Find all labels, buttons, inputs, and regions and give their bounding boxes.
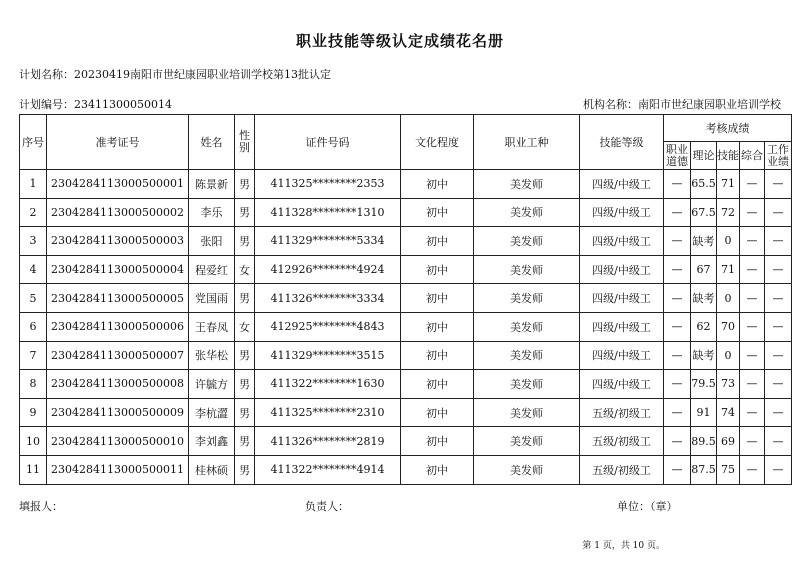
cell-name: 张华松 xyxy=(189,341,235,370)
cell-skill: 72 xyxy=(717,198,740,227)
header-work: 工作业绩 xyxy=(765,142,792,170)
cell-seq: 1 xyxy=(20,170,47,199)
cell-work: — xyxy=(765,341,792,370)
cell-name: 党国雨 xyxy=(189,284,235,313)
cell-level: 四级/中级工 xyxy=(580,198,664,227)
cell-ethics: — xyxy=(664,398,691,427)
cell-id-no: 411329********3515 xyxy=(255,341,401,370)
cell-name: 王春凤 xyxy=(189,312,235,341)
cell-skill: 0 xyxy=(717,227,740,256)
cell-exam-no: 2304284113000500005 xyxy=(47,284,189,313)
table-row xyxy=(20,370,792,399)
cell-education: 初中 xyxy=(401,170,474,199)
cell-level: 四级/中级工 xyxy=(580,227,664,256)
cell-skill: 70 xyxy=(717,312,740,341)
cell-skill: 71 xyxy=(717,255,740,284)
cell-skill: 75 xyxy=(717,455,740,484)
header-education: 文化程度 xyxy=(401,115,474,170)
cell-occupation: 美发师 xyxy=(474,170,580,199)
cell-theory: 缺考 xyxy=(691,284,717,313)
cell-occupation: 美发师 xyxy=(474,370,580,399)
cell-skill: 73 xyxy=(717,370,740,399)
cell-name: 程爱红 xyxy=(189,255,235,284)
cell-name: 陈景新 xyxy=(189,170,235,199)
cell-work: — xyxy=(765,284,792,313)
table-row xyxy=(20,398,792,427)
cell-id-no: 411325********2353 xyxy=(255,170,401,199)
cell-level: 五级/初级工 xyxy=(580,427,664,456)
cell-skill: 71 xyxy=(717,170,740,199)
cell-theory: 87.5 xyxy=(691,455,717,484)
scores-table xyxy=(19,114,792,485)
cell-seq: 2 xyxy=(20,198,47,227)
responsible-label: 负责人： xyxy=(305,500,349,513)
cell-theory: 79.5 xyxy=(691,370,717,399)
cell-exam-no: 2304284113000500003 xyxy=(47,227,189,256)
filler-label: 填报人： xyxy=(19,500,63,513)
cell-education: 初中 xyxy=(401,312,474,341)
unit-label: 单位：（章） xyxy=(617,500,678,513)
cell-occupation: 美发师 xyxy=(474,427,580,456)
cell-overall: — xyxy=(740,455,765,484)
cell-id-no: 412925********4843 xyxy=(255,312,401,341)
cell-work: — xyxy=(765,370,792,399)
cell-exam-no: 2304284113000500008 xyxy=(47,370,189,399)
cell-exam-no: 2304284113000500006 xyxy=(47,312,189,341)
cell-level: 四级/中级工 xyxy=(580,341,664,370)
cell-theory: 67.5 xyxy=(691,198,717,227)
cell-id-no: 411326********3334 xyxy=(255,284,401,313)
cell-occupation: 美发师 xyxy=(474,198,580,227)
table-row xyxy=(20,198,792,227)
cell-skill: 74 xyxy=(717,398,740,427)
cell-work: — xyxy=(765,455,792,484)
cell-name: 李杭澀 xyxy=(189,398,235,427)
cell-theory: 缺考 xyxy=(691,227,717,256)
cell-gender: 男 xyxy=(235,284,255,313)
cell-name: 李刘鑫 xyxy=(189,427,235,456)
cell-skill: 0 xyxy=(717,341,740,370)
cell-ethics: — xyxy=(664,427,691,456)
cell-gender: 男 xyxy=(235,427,255,456)
document-title: 职业技能等级认定成绩花名册 xyxy=(295,32,504,50)
cell-education: 初中 xyxy=(401,341,474,370)
cell-name: 许毓方 xyxy=(189,370,235,399)
cell-id-no: 411322********4914 xyxy=(255,455,401,484)
table-row xyxy=(20,170,792,199)
cell-occupation: 美发师 xyxy=(474,312,580,341)
header-seq: 序号 xyxy=(20,115,47,170)
cell-seq: 8 xyxy=(20,370,47,399)
page-info: 第 1 页，共 10 页。 xyxy=(582,541,665,551)
cell-theory: 62 xyxy=(691,312,717,341)
cell-level: 四级/中级工 xyxy=(580,255,664,284)
cell-overall: — xyxy=(740,227,765,256)
cell-education: 初中 xyxy=(401,398,474,427)
cell-seq: 11 xyxy=(20,455,47,484)
cell-occupation: 美发师 xyxy=(474,227,580,256)
cell-gender: 男 xyxy=(235,455,255,484)
cell-work: — xyxy=(765,255,792,284)
cell-level: 四级/中级工 xyxy=(580,170,664,199)
table-row xyxy=(20,284,792,313)
cell-ethics: — xyxy=(664,284,691,313)
cell-skill: 69 xyxy=(717,427,740,456)
cell-gender: 男 xyxy=(235,341,255,370)
cell-theory: 67 xyxy=(691,255,717,284)
cell-exam-no: 2304284113000500009 xyxy=(47,398,189,427)
table-row xyxy=(20,427,792,456)
cell-overall: — xyxy=(740,198,765,227)
header-name: 姓名 xyxy=(189,115,235,170)
cell-overall: — xyxy=(740,341,765,370)
table-row xyxy=(20,312,792,341)
cell-work: — xyxy=(765,312,792,341)
cell-education: 初中 xyxy=(401,455,474,484)
header-id-no: 证件号码 xyxy=(255,115,401,170)
cell-occupation: 美发师 xyxy=(474,455,580,484)
plan-name: 计划名称：20230419南阳市世纪康园职业培训学校第13批认定 xyxy=(19,68,331,81)
cell-gender: 男 xyxy=(235,398,255,427)
cell-name: 李乐 xyxy=(189,198,235,227)
cell-id-no: 411325********2310 xyxy=(255,398,401,427)
cell-id-no: 411328********1310 xyxy=(255,198,401,227)
cell-name: 张阳 xyxy=(189,227,235,256)
cell-gender: 女 xyxy=(235,255,255,284)
cell-theory: 缺考 xyxy=(691,341,717,370)
table-row xyxy=(20,227,792,256)
cell-exam-no: 2304284113000500010 xyxy=(47,427,189,456)
header-overall: 综合 xyxy=(740,142,765,170)
cell-exam-no: 2304284113000500011 xyxy=(47,455,189,484)
cell-work: — xyxy=(765,227,792,256)
cell-work: — xyxy=(765,170,792,199)
cell-overall: — xyxy=(740,398,765,427)
header-scores: 考核成绩 xyxy=(664,115,792,142)
cell-occupation: 美发师 xyxy=(474,398,580,427)
cell-ethics: — xyxy=(664,198,691,227)
cell-skill: 0 xyxy=(717,284,740,313)
cell-occupation: 美发师 xyxy=(474,341,580,370)
header-occupation: 职业工种 xyxy=(474,115,580,170)
table-row xyxy=(20,341,792,370)
cell-education: 初中 xyxy=(401,284,474,313)
cell-gender: 男 xyxy=(235,198,255,227)
cell-exam-no: 2304284113000500002 xyxy=(47,198,189,227)
header-theory: 理论 xyxy=(691,142,717,170)
cell-exam-no: 2304284113000500001 xyxy=(47,170,189,199)
cell-ethics: — xyxy=(664,312,691,341)
cell-name: 桂林硕 xyxy=(189,455,235,484)
cell-overall: — xyxy=(740,170,765,199)
table-row xyxy=(20,255,792,284)
cell-id-no: 411326********2819 xyxy=(255,427,401,456)
cell-seq: 5 xyxy=(20,284,47,313)
cell-seq: 4 xyxy=(20,255,47,284)
header-ethics: 职业道德 xyxy=(664,142,691,170)
cell-overall: — xyxy=(740,370,765,399)
cell-education: 初中 xyxy=(401,227,474,256)
cell-overall: — xyxy=(740,284,765,313)
cell-ethics: — xyxy=(664,170,691,199)
cell-seq: 9 xyxy=(20,398,47,427)
cell-seq: 10 xyxy=(20,427,47,456)
cell-level: 五级/初级工 xyxy=(580,455,664,484)
cell-id-no: 412926********4924 xyxy=(255,255,401,284)
cell-gender: 女 xyxy=(235,312,255,341)
cell-ethics: — xyxy=(664,455,691,484)
cell-level: 四级/中级工 xyxy=(580,370,664,399)
cell-occupation: 美发师 xyxy=(474,255,580,284)
plan-number: 计划编号：23411300050014 xyxy=(19,98,172,111)
table-row xyxy=(20,455,792,484)
cell-occupation: 美发师 xyxy=(474,284,580,313)
organization-name: 机构名称：南阳市世纪康园职业培训学校 xyxy=(583,98,781,111)
header-level: 技能等级 xyxy=(580,115,664,170)
cell-education: 初中 xyxy=(401,427,474,456)
cell-theory: 89.5 xyxy=(691,427,717,456)
cell-ethics: — xyxy=(664,370,691,399)
cell-ethics: — xyxy=(664,227,691,256)
cell-theory: 91 xyxy=(691,398,717,427)
cell-seq: 6 xyxy=(20,312,47,341)
cell-work: — xyxy=(765,427,792,456)
cell-theory: 65.5 xyxy=(691,170,717,199)
cell-gender: 男 xyxy=(235,370,255,399)
cell-work: — xyxy=(765,398,792,427)
cell-work: — xyxy=(765,198,792,227)
cell-gender: 男 xyxy=(235,170,255,199)
cell-overall: — xyxy=(740,255,765,284)
cell-education: 初中 xyxy=(401,370,474,399)
cell-level: 四级/中级工 xyxy=(580,312,664,341)
cell-overall: — xyxy=(740,427,765,456)
cell-exam-no: 2304284113000500004 xyxy=(47,255,189,284)
cell-level: 五级/初级工 xyxy=(580,398,664,427)
cell-overall: — xyxy=(740,312,765,341)
cell-ethics: — xyxy=(664,341,691,370)
cell-level: 四级/中级工 xyxy=(580,284,664,313)
cell-id-no: 411329********5334 xyxy=(255,227,401,256)
header-gender: 性别 xyxy=(235,115,255,170)
header-exam-no: 准考证号 xyxy=(47,115,189,170)
cell-education: 初中 xyxy=(401,255,474,284)
cell-ethics: — xyxy=(664,255,691,284)
cell-exam-no: 2304284113000500007 xyxy=(47,341,189,370)
cell-gender: 男 xyxy=(235,227,255,256)
cell-education: 初中 xyxy=(401,198,474,227)
header-skill: 技能 xyxy=(717,142,740,170)
cell-seq: 7 xyxy=(20,341,47,370)
cell-seq: 3 xyxy=(20,227,47,256)
cell-id-no: 411322********1630 xyxy=(255,370,401,399)
